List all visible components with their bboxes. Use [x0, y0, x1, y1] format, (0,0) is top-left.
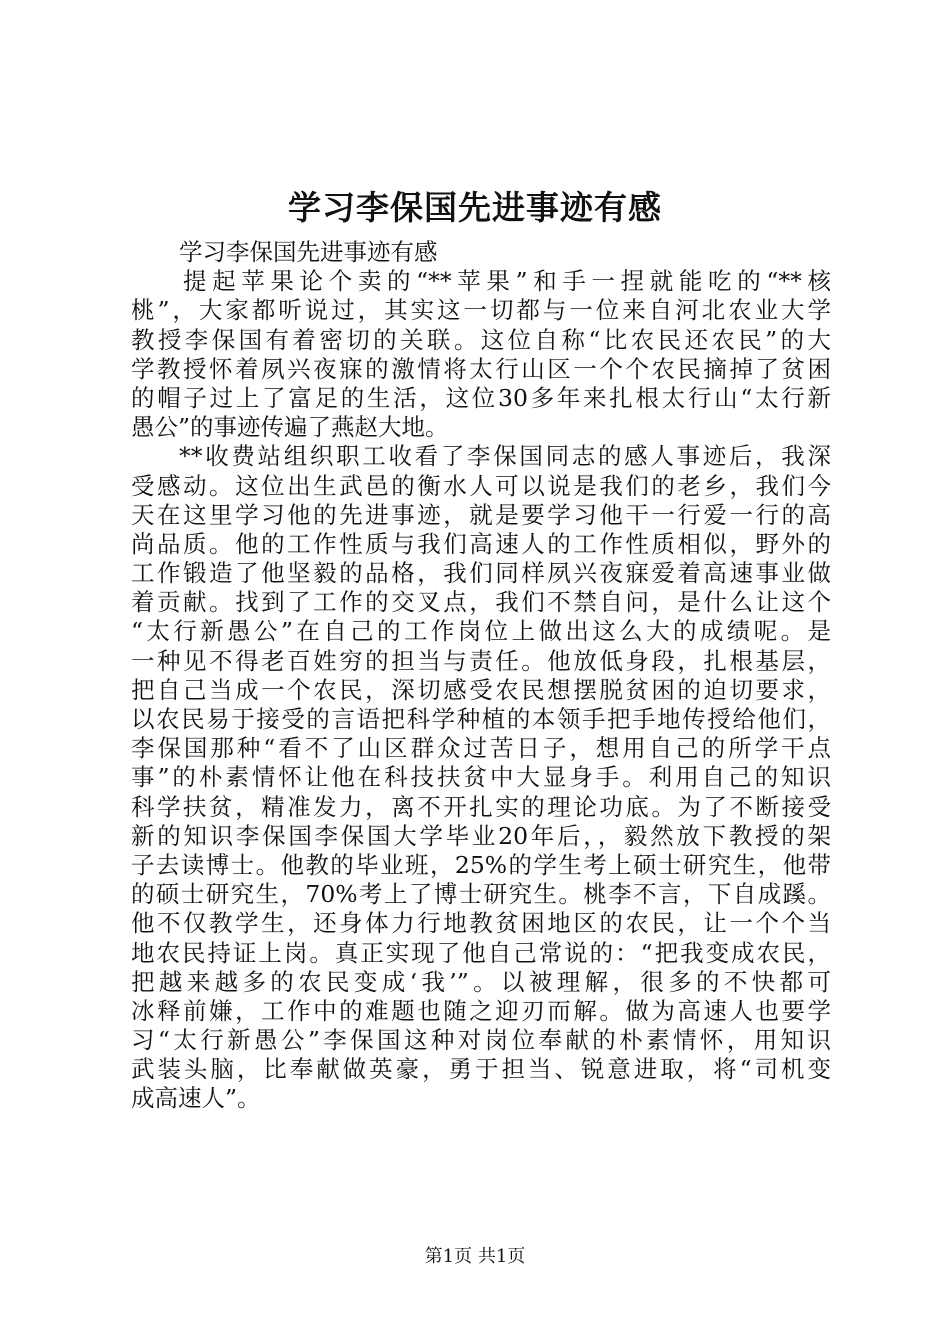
paragraph-line: 把越来越多的农民变成‘我’”。以被理解，很多的不快都可 — [131, 967, 831, 996]
document-body — [131, 238, 831, 1114]
paragraph-line: 子去读博士。他教的毕业班，25%的学生考上硕士研究生，他带 — [131, 850, 831, 879]
paragraph-line: 提起苹果论个卖的“**苹果”和手一捏就能吃的“**核 — [183, 267, 831, 296]
paragraph-line: 事”的朴素情怀让他在科技扶贫中大显身手。利用自己的知识 — [131, 763, 831, 792]
paragraph-line: 新的知识李保国李保国大学毕业20年后，，毅然放下教授的架 — [131, 821, 831, 850]
paragraph-line: 学教授怀着夙兴夜寐的激情将太行山区一个个农民摘掉了贫困 — [131, 354, 831, 383]
paragraph-line: 的硕士研究生，70%考上了博士研究生。桃李不言，下自成蹊。 — [131, 880, 831, 909]
paragraph-line: “太行新愚公”在自己的工作岗位上做出这么大的成绩呢。是 — [131, 617, 831, 646]
paragraph-line: **收费站组织职工收看了李保国同志的感人事迹后，我深 — [179, 442, 831, 471]
paragraph-line: 习“太行新愚公”李保国这种对岗位奉献的朴素情怀，用知识 — [131, 1026, 831, 1055]
paragraph-line: 着贡献。找到了工作的交叉点，我们不禁自问，是什么让这个 — [131, 588, 831, 617]
paragraph-line: 李保国那种“看不了山区群众过苦日子，想用自己的所学干点 — [131, 734, 831, 763]
paragraph-line: 冰释前嫌，工作中的难题也随之迎刃而解。做为高速人也要学 — [131, 996, 831, 1025]
paragraph-line: 愚公”的事迹传遍了燕赵大地。 — [131, 413, 449, 442]
paragraph-line: 天在这里学习他的先进事迹，就是要学习他干一行爱一行的高 — [131, 500, 831, 529]
paragraph-line: 成高速人”。 — [131, 1084, 261, 1113]
paragraph-line: 他不仅教学生，还身体力行地教贫困地区的农民，让一个个当 — [131, 909, 831, 938]
paragraph-line: 尚品质。他的工作性质与我们高速人的工作性质相似，野外的 — [131, 529, 831, 558]
paragraph-line: 以农民易于接受的言语把科学种植的本领手把手地传授给他们， — [131, 705, 831, 733]
paragraph-line: 教授李保国有着密切的关联。这位自称“比农民还农民”的大 — [131, 325, 831, 354]
paragraph-line: 桃”，大家都听说过，其实这一切都与一位来自河北农业大学 — [131, 296, 831, 325]
paragraph-line: 科学扶贫，精准发力，离不开扎实的理论功底。为了不断接受 — [131, 792, 831, 821]
paragraph-line: 把自己当成一个农民，深切感受农民想摆脱贫困的迫切要求， — [131, 675, 831, 704]
paragraph-line: 受感动。这位出生武邑的衡水人可以说是我们的老乡，我们今 — [131, 471, 831, 500]
subtitle-line: 学习李保国先进事迹有感 — [179, 238, 438, 266]
paragraph-line: 一种见不得老百姓穷的担当与责任。他放低身段，扎根基层， — [131, 646, 831, 675]
page-number-footer: 第1页 共1页 — [424, 1246, 526, 1267]
page-title: 学习李保国先进事迹有感 — [288, 188, 662, 227]
paragraph-line: 的帽子过上了富足的生活，这位30多年来扎根太行山“太行新 — [131, 383, 831, 412]
paragraph-line: 武装头脑，比奉献做英豪，勇于担当、锐意进取，将“司机变 — [131, 1055, 831, 1084]
paragraph-line: 地农民持证上岗。真正实现了他自己常说的：“把我变成农民， — [131, 938, 831, 967]
paragraph-line: 工作锻造了他坚毅的品格，我们同样夙兴夜寐爱着高速事业做 — [131, 559, 831, 588]
